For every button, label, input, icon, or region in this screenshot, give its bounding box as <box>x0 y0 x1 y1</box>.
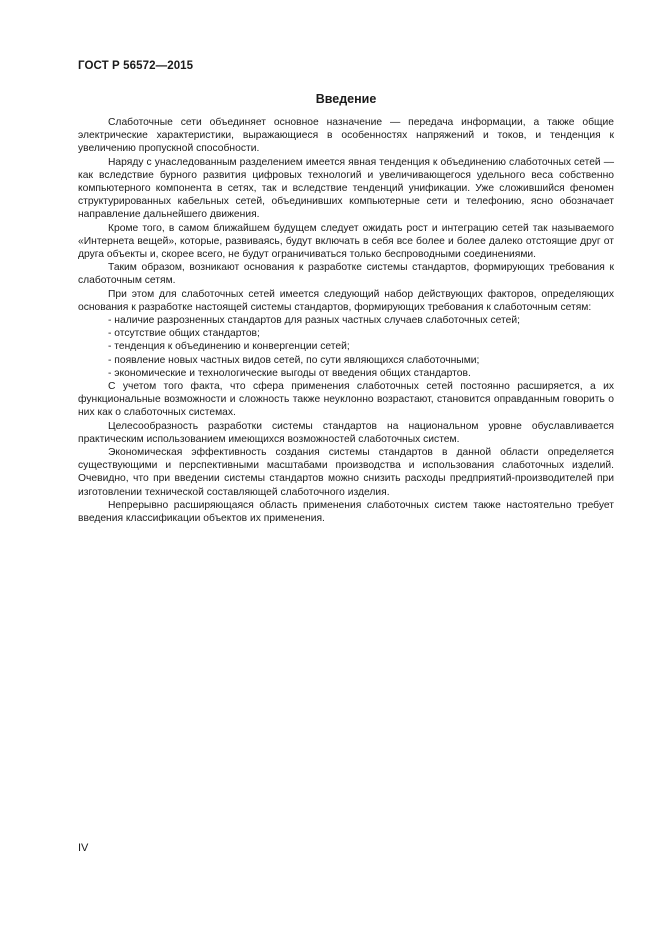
paragraph: Целесообразность разработки системы стандартов на национальном уровне обуславливается практическим использованием имеющихся возможностей слаботочных систем. <box>78 420 614 445</box>
paragraph: Наряду с унаследованным разделением имеется явная тенденция к объединению слаботочных сетей — как вследствие бурного развития цифровых технологий и увеличивающегося удельного веса собственно компьютерного компонента в сетях, так и вследствие тенденций унификации. Уже сложившийся феномен структурированных кабельных сетей, объединивших компьютерные сети и телефонию, ясно обозначает направление дальнейшего движения. <box>78 156 614 221</box>
section-title: Введение <box>315 92 377 106</box>
body-text <box>78 116 614 525</box>
document-code: ГОСТ Р 56572—2015 <box>78 60 194 72</box>
paragraph: Таким образом, возникают основания к разработке системы стандартов, формирующих требования к слаботочным сетям. <box>78 262 614 287</box>
list-item: - наличие разрозненных стандартов для разных частных случаев слаботочных сетей; <box>108 315 520 327</box>
list-item: - экономические и технологические выгоды от введения общих стандартов. <box>108 367 471 379</box>
paragraph: При этом для слаботочных сетей имеется следующий набор действующих факторов, определяющих основания к разработке настоящей системы стандартов, формирующих требования к слаботочным сетям: <box>78 288 614 313</box>
paragraph: Непрерывно расширяющаяся область применения слаботочных систем также настоятельно требует введения классификации объектов их применения. <box>78 499 614 525</box>
paragraph: Кроме того, в самом ближайшем будущем следует ожидать рост и интеграцию сетей так называемого «Интернета вещей», которые, развиваясь, будут включать в себя все более и более далеко отстоящие друг от друга объекты и, скорее всего, не будут ограничиваться только беспроводными соединениями. <box>78 222 614 261</box>
factors-list <box>78 314 614 380</box>
paragraph: Слаботочные сети объединяет основное назначение — передача информации, а также общие электрические характеристики, выражающиеся в особенностях напряжений и токов, и тенденция к увеличению пропускной способности. <box>78 117 614 155</box>
list-item: - появление новых частных видов сетей, по сути являющихся слаботочными; <box>108 354 480 366</box>
page-number: IV <box>78 842 89 854</box>
paragraph: Экономическая эффективность создания системы стандартов в данной области определяется существующими и перспективными масштабами производства и использования слаботочных изделий. Очевидно, что при введении системы стандартов можно снизить расходы предприятий-производителей при изготовлении технической составляющей слаботочного изделия. <box>78 447 614 498</box>
paragraph: С учетом того факта, что сфера применения слаботочных сетей постоянно расширяется, а их функциональные возможности и сложность также неуклонно возрастают, становится оправданным говорить о них как о слаботочных системах. <box>78 381 614 419</box>
list-item: - тенденция к объединению и конвергенции сетей; <box>108 341 350 353</box>
list-item: - отсутствие общих стандартов; <box>108 328 260 340</box>
